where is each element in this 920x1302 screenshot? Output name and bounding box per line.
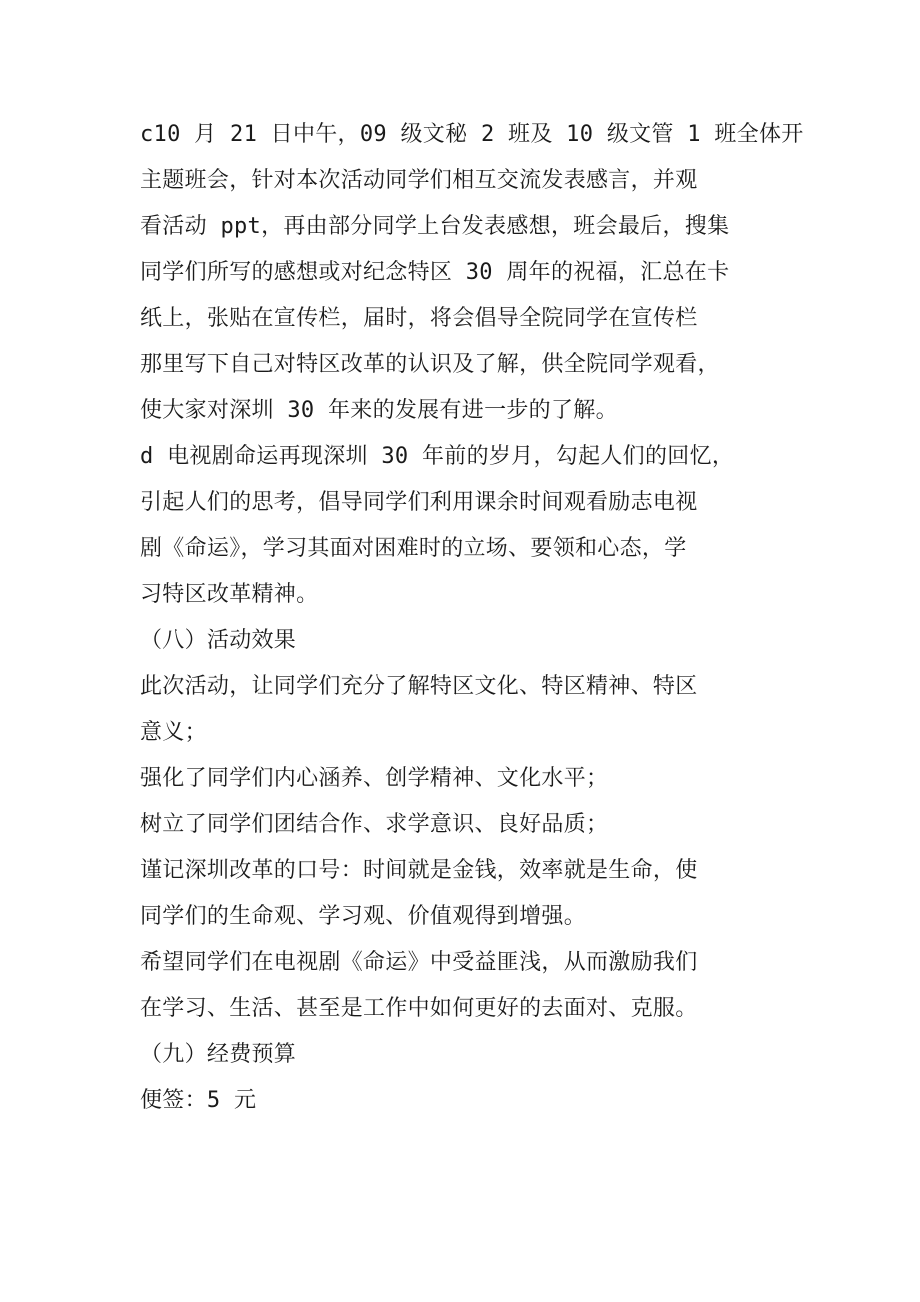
text-line: 引起人们的思考，倡导同学们利用课余时间观看励志电视 <box>140 490 698 515</box>
text-line: 主题班会，针对本次活动同学们相互交流发表感言，并观 <box>140 168 698 193</box>
text-line: d 电视剧命运再现深圳 30 年前的岁月，勾起人们的回忆， <box>140 444 735 469</box>
text-line: 希望同学们在电视剧《命运》中受益匪浅，从而激励我们 <box>140 950 698 975</box>
text-line: 在学习、生活、甚至是工作中如何更好的去面对、克服。 <box>140 996 698 1021</box>
text-line: 便签：5 元 <box>140 1088 257 1113</box>
text-line: 同学们所写的感想或对纪念特区 30 周年的祝福，汇总在卡 <box>140 260 730 285</box>
text-line: 同学们的生命观、学习观、价值观得到增强。 <box>140 904 587 929</box>
section-heading: （九）经费预算 <box>140 1042 297 1067</box>
text-line: 纸上，张贴在宣传栏，届时，将会倡导全院同学在宣传栏 <box>140 306 698 331</box>
text-line: 谨记深圳改革的口号：时间就是金钱，效率就是生命，使 <box>140 858 698 883</box>
text-line: 意义； <box>140 720 207 745</box>
document-body <box>140 112 804 1124</box>
text-line: 习特区改革精神。 <box>140 582 319 607</box>
text-line: 使大家对深圳 30 年来的发展有进一步的了解。 <box>140 398 618 423</box>
text-line: 那里写下自己对特区改革的认识及了解，供全院同学观看， <box>140 352 720 377</box>
text-line: c10 月 21 日中午，09 级文秘 2 班及 10 级文管 1 班全体开 <box>140 122 804 147</box>
text-line: 剧《命运》，学习其面对困难时的立场、要领和心态，学 <box>140 536 687 561</box>
section-heading: （八）活动效果 <box>140 628 297 653</box>
text-line: 强化了同学们内心涵养、创学精神、文化水平； <box>140 766 609 791</box>
text-line: 看活动 ppt，再由部分同学上台发表感想，班会最后，搜集 <box>140 214 730 239</box>
text-line: 此次活动，让同学们充分了解特区文化、特区精神、特区 <box>140 674 698 699</box>
text-line: 树立了同学们团结合作、求学意识、良好品质； <box>140 812 609 837</box>
